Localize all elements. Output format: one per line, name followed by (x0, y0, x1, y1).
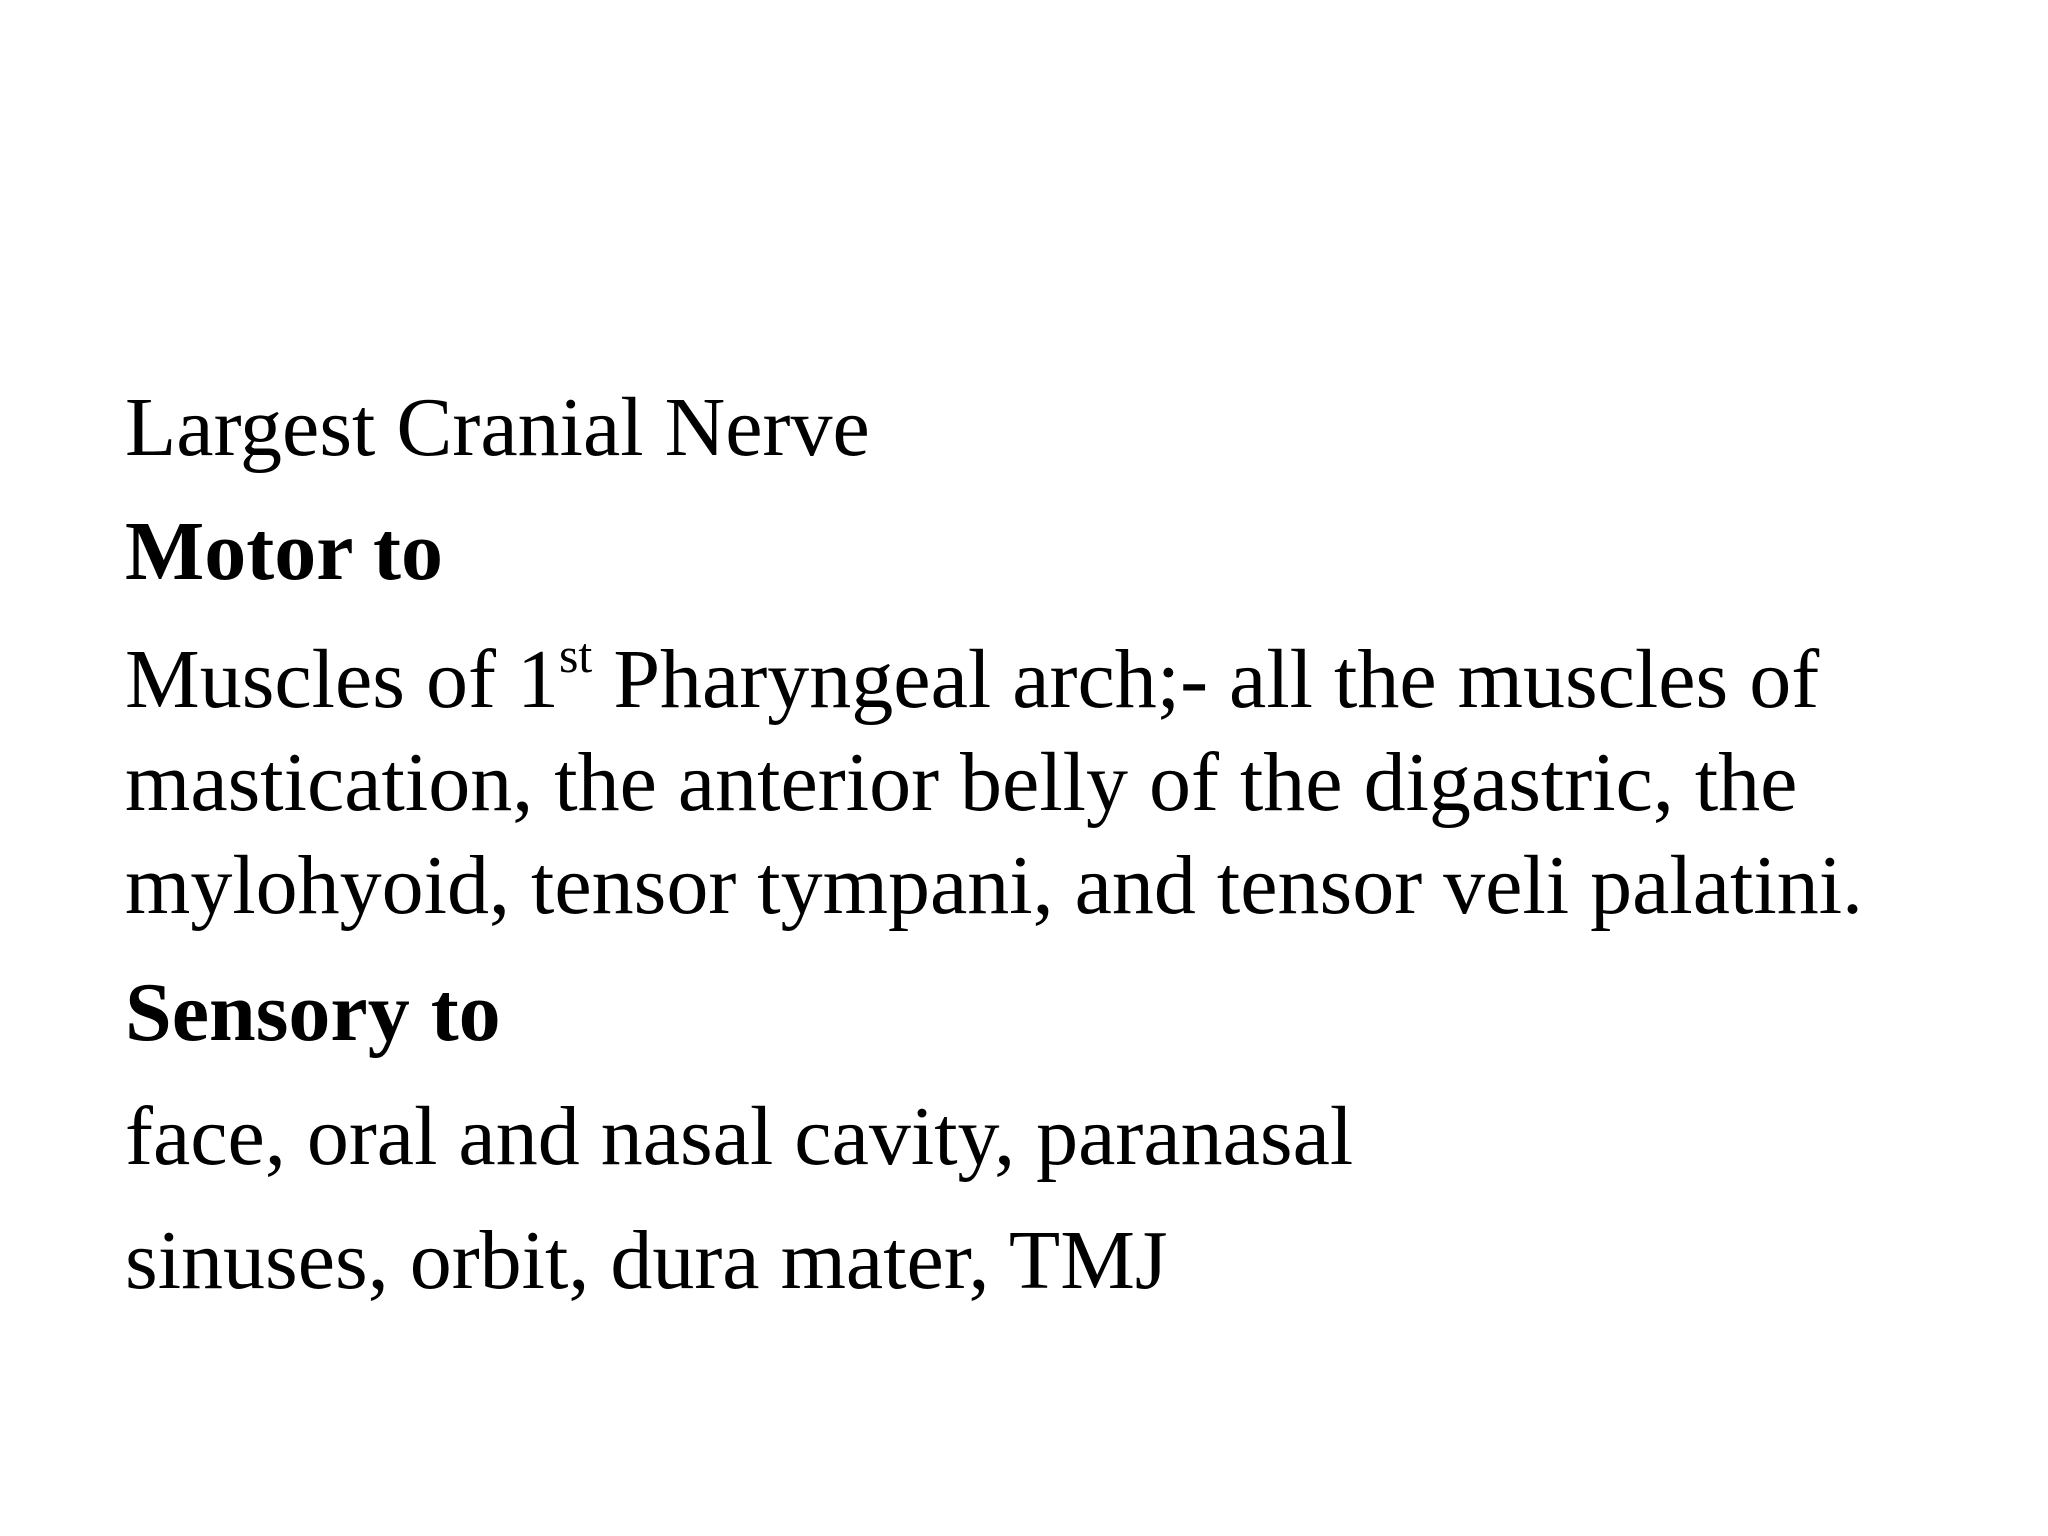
motor-line-1-end: Pharyngeal arch;- all the muscles of (592, 633, 1820, 726)
motor-heading: Motor to (125, 505, 443, 598)
motor-line-1 (125, 628, 1985, 731)
sensory-heading: Sensory to (125, 966, 501, 1059)
motor-paragraph (125, 628, 1985, 937)
sensory-line-1: face, oral and nasal cavity, paranasal (125, 1090, 1354, 1183)
motor-line-3: mylohyoid, tensor tympani, and tensor veli palatini. (125, 839, 1864, 932)
sensory-line-2: sinuses, orbit, dura mater, TMJ (125, 1214, 1168, 1307)
slide-content (125, 380, 1985, 1309)
intro-line: Largest Cranial Nerve (125, 381, 870, 474)
motor-line-1-start: Muscles of 1 (125, 633, 559, 726)
ordinal-superscript: st (558, 627, 593, 683)
motor-line-2: mastication, the anterior belly of the digastric, the (125, 736, 1798, 829)
